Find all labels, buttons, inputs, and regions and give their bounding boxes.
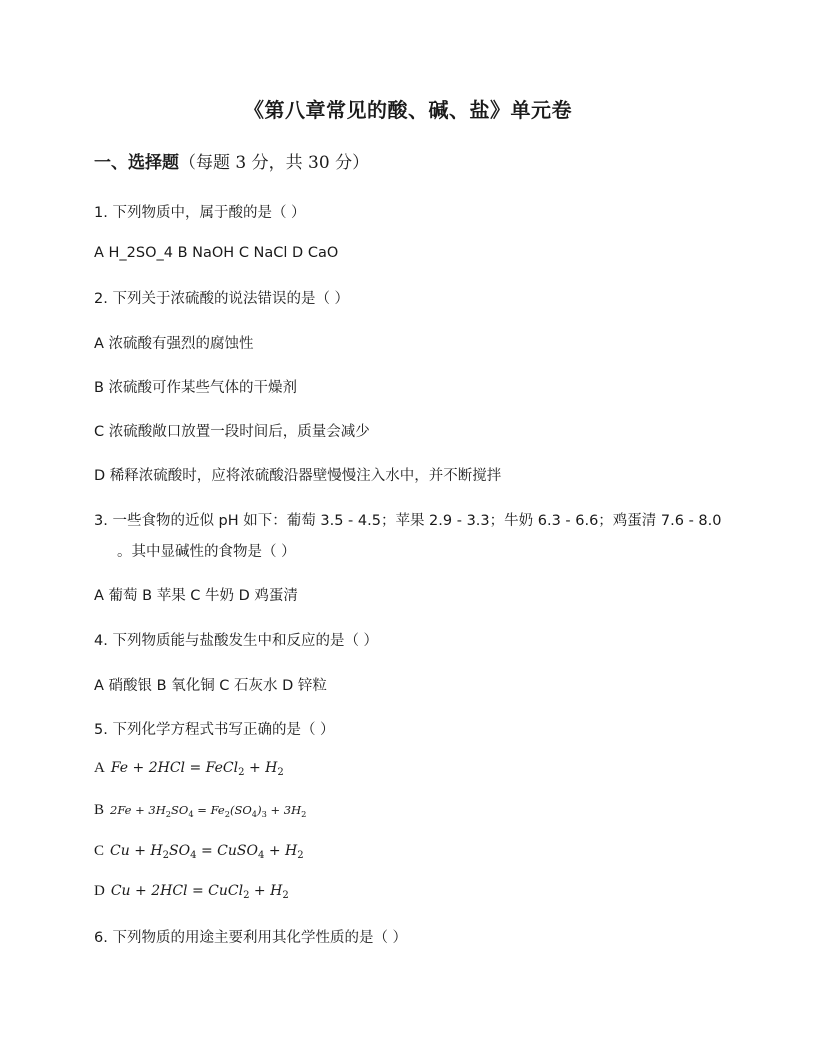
question-4-options: A 硝酸银 B 氧化铜 C 石灰水 D 锌粒 [94, 678, 327, 694]
equation-b: $2Fe + 3H_2SO_4 = Fe_2(SO_4)_3 + 3H_2$ [110, 803, 307, 819]
question-5-stem: 5. 下列化学方程式书写正确的是（ ） [94, 722, 335, 738]
question-2-stem: 2. 下列关于浓硫酸的说法错误的是（ ） [94, 291, 350, 307]
section-title: 一、选择题 [94, 153, 179, 173]
section-note: （每题 3 分，共 30 分） [179, 153, 370, 173]
question-2-option-a: A 浓硫酸有强烈的腐蚀性 [94, 336, 254, 352]
option-letter: A [94, 760, 105, 776]
equation-d: Cu + 2HCl = CuCl$_2$ + $H_2$ [110, 883, 289, 901]
section-heading [94, 148, 369, 173]
option-letter: C [94, 843, 105, 859]
question-5-option-c [94, 843, 304, 861]
question-3-stem-line-1: 3. 一些食物的近似 pH 如下：葡萄 3.5 - 4.5；苹果 2.9 - 3.3；牛奶 6.3 - 6.6；鸡蛋清 7.6 - 8.0 [94, 513, 722, 529]
question-2-option-d: D 稀释浓硫酸时，应将浓硫酸沿器壁慢慢注入水中，并不断搅拌 [94, 468, 502, 484]
equation-c: $Cu + H_2SO_4$ = CuSO$_4$ + $H_2$ [110, 843, 304, 861]
question-5-option-b [94, 802, 306, 819]
option-letter: B [94, 802, 105, 818]
equation-a: Fe + 2HCl = FeCl$_2$ + $H_2$ [110, 760, 284, 778]
question-6-stem: 6. 下列物质的用途主要利用其化学性质的是（ ） [94, 930, 408, 946]
question-2-option-b: B 浓硫酸可作某些气体的干燥剂 [94, 380, 298, 396]
question-1-options: A H_2SO_4 B NaOH C NaCl D CaO [94, 245, 339, 261]
question-5-option-a [94, 760, 284, 778]
option-letter: D [94, 883, 105, 899]
question-3-stem-line-2: 。其中显碱性的食物是（ ） [117, 544, 296, 560]
question-3-options: A 葡萄 B 苹果 C 牛奶 D 鸡蛋清 [94, 588, 298, 604]
page-title: 《第八章常见的酸、碱、盐》单元卷 [244, 98, 572, 122]
question-1-stem: 1. 下列物质中，属于酸的是（ ） [94, 205, 306, 221]
question-5-option-d [94, 883, 289, 901]
question-2-option-c: C 浓硫酸敞口放置一段时间后，质量会减少 [94, 424, 370, 440]
question-4-stem: 4. 下列物质能与盐酸发生中和反应的是（ ） [94, 633, 379, 649]
